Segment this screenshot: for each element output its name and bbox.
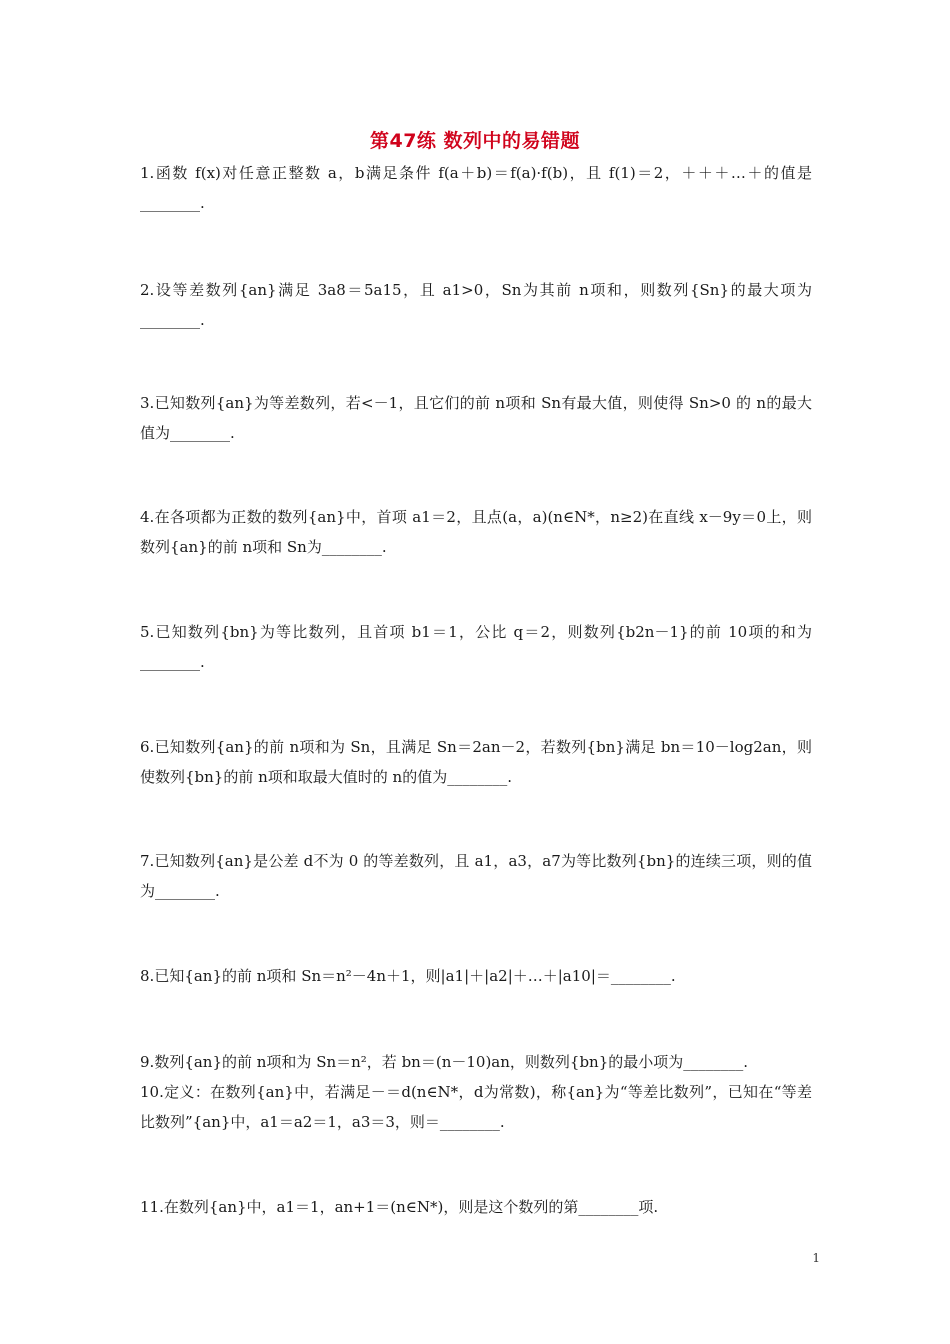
problem-number: 11. — [140, 1198, 164, 1216]
problem-text: 定义：在数列{an}中，若满足－＝d(n∈N*，d为常数)，称{an}为“等差比数列”，已知在“等差比数列”{an}中，a1＝a2＝1，a3＝3，则＝________. — [140, 1083, 812, 1131]
problem-9 — [140, 1047, 812, 1077]
problem-text: 设等差数列{an}满足 3a8＝5a15，且 a1>0，Sn为其前 n项和，则数列{Sn}的最大项为________. — [140, 281, 812, 329]
problem-3 — [140, 388, 812, 448]
problem-text: 数列{an}的前 n项和为 Sn＝n²，若 bn＝(n－10)an，则数列{bn}的最小项为________. — [154, 1053, 749, 1071]
problem-number: 2. — [140, 281, 155, 299]
problem-number: 3. — [140, 394, 155, 412]
problem-8 — [140, 961, 812, 991]
problem-number: 8. — [140, 967, 155, 985]
problem-text: 已知{an}的前 n项和 Sn＝n²－4n＋1，则|a1|＋|a2|＋…＋|a10|＝________. — [154, 967, 676, 985]
problem-number: 9. — [140, 1053, 155, 1071]
problem-11 — [140, 1192, 812, 1222]
problem-1 — [140, 158, 812, 218]
page-number: 1 — [812, 1251, 820, 1265]
problem-text: 函数 f(x)对任意正整数 a，b满足条件 f(a＋b)＝f(a)·f(b)，且 f(1)＝2，＋＋＋…＋的值是________. — [140, 164, 812, 212]
problem-text: 已知数列{an}的前 n项和为 Sn，且满足 Sn＝2an－2，若数列{bn}满足 bn＝10－log2an，则使数列{bn}的前 n项和取最大值时的 n的值为________. — [140, 738, 812, 786]
problem-7 — [140, 846, 812, 906]
problem-5 — [140, 617, 812, 677]
problem-number: 5. — [140, 623, 155, 641]
problem-text: 已知数列{an}为等差数列，若<－1，且它们的前 n项和 Sn有最大值，则使得 Sn>0 的 n的最大值为________. — [140, 394, 812, 442]
problem-number: 1. — [140, 164, 155, 182]
problem-6 — [140, 732, 812, 792]
problem-number: 10. — [140, 1083, 164, 1101]
problem-text: 在各项都为正数的数列{an}中，首项 a1＝2，且点(a，a)(n∈N*，n≥2)在直线 x－9y＝0上，则数列{an}的前 n项和 Sn为________. — [140, 508, 812, 556]
problem-number: 6. — [140, 738, 155, 756]
page-title: 第47练 数列中的易错题 — [369, 130, 581, 152]
problem-10 — [140, 1077, 812, 1137]
problem-2 — [140, 275, 812, 335]
problem-text: 已知数列{an}是公差 d不为 0 的等差数列，且 a1，a3，a7为等比数列{bn}的连续三项，则的值为________. — [140, 852, 812, 900]
problem-number: 4. — [140, 508, 155, 526]
problem-text: 已知数列{bn}为等比数列，且首项 b1＝1，公比 q＝2，则数列{b2n－1}的前 10项的和为________. — [140, 623, 812, 671]
problem-4 — [140, 502, 812, 562]
problem-number: 7. — [140, 852, 155, 870]
problem-text: 在数列{an}中，a1＝1，an+1＝(n∈N*)，则是这个数列的第________项. — [163, 1198, 659, 1216]
